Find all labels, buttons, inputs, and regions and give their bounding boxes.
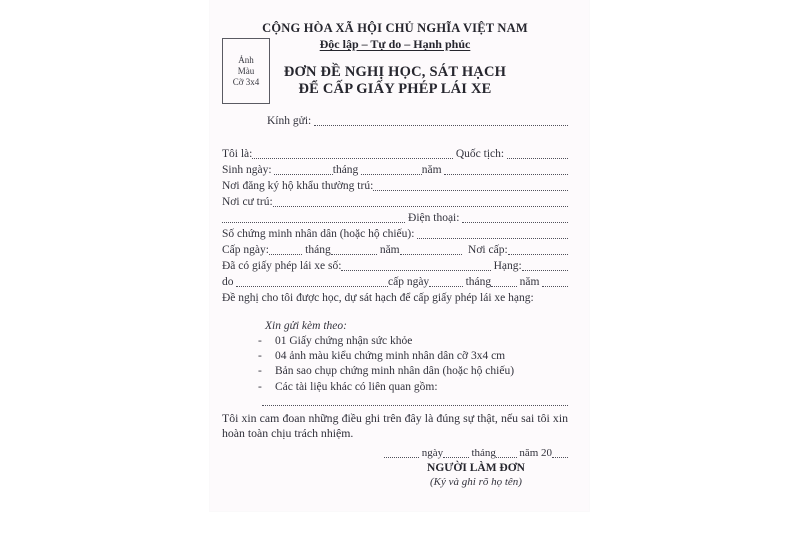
form-line-noi-cu-tru <box>222 194 568 210</box>
form-line-da-co-gplx <box>222 258 568 274</box>
form-fields-section <box>222 113 568 306</box>
dotted-fill <box>373 190 568 191</box>
form-title-line2: ĐỂ CẤP GIẤY PHÉP LÁI XE <box>298 80 492 97</box>
dotted-fill <box>542 286 568 287</box>
dotted-fill <box>236 286 388 287</box>
dotted-fill <box>491 286 517 287</box>
dotted-fill <box>522 270 568 271</box>
photo-box-line: Cỡ 3x4 <box>232 76 260 87</box>
dotted-fill <box>269 254 302 255</box>
form-line-cap-ngay <box>222 242 568 258</box>
list-dash: - <box>258 335 262 347</box>
signature-date-line <box>384 447 568 461</box>
field-label: Kính gửi: <box>267 115 315 127</box>
field-label: Nơi cấp: <box>462 244 508 256</box>
attachments-section <box>222 319 568 395</box>
field-label: Quốc tịch: <box>452 148 507 160</box>
dotted-fill-line <box>262 405 568 406</box>
form-line-toi-la <box>222 146 568 162</box>
photo-box-line: Màu <box>237 65 255 76</box>
field-label: Tôi là: <box>222 148 253 160</box>
attachment-item-text: 01 Giấy chứng nhận sức khỏe <box>275 335 413 347</box>
field-label: Đã có giấy phép lái xe số: <box>222 260 342 272</box>
form-line-do-line <box>222 274 568 290</box>
national-motto: Độc lập – Tự do – Hạnh phúc <box>319 37 471 51</box>
dotted-fill <box>508 254 568 255</box>
field-label: năm <box>421 164 445 176</box>
dotted-fill <box>361 174 422 175</box>
form-line-dien-thoai <box>222 210 568 226</box>
dotted-fill <box>507 158 568 159</box>
dotted-fill <box>331 254 377 255</box>
field-label: tháng <box>462 276 492 288</box>
dotted-fill <box>417 238 568 239</box>
dotted-fill <box>443 457 469 458</box>
form-line-ho-khau <box>222 178 568 194</box>
field-label: Hạng: <box>490 260 522 272</box>
list-dash: - <box>258 380 262 393</box>
form-title <box>222 64 568 97</box>
field-label: năm <box>376 244 400 256</box>
field-label: Cấp ngày: <box>222 244 269 256</box>
dotted-fill <box>496 457 517 458</box>
signer-note: (Ký và ghi rõ họ tên) <box>430 476 522 489</box>
form-document-page <box>210 0 589 511</box>
field-label: tháng <box>468 446 496 459</box>
field-label: Sinh ngày: <box>222 164 275 176</box>
dotted-fill <box>274 174 332 175</box>
dotted-fill <box>341 270 490 271</box>
dotted-fill <box>429 286 463 287</box>
photo-placeholder-box <box>222 38 270 104</box>
list-dash: - <box>258 350 262 363</box>
field-label: tháng <box>302 244 331 256</box>
attachments-intro: Xin gửi kèm theo: <box>265 320 347 332</box>
attachment-item-text: Bản sao chụp chứng minh nhân dân (hoặc hộ chiếu) <box>275 365 515 378</box>
attachment-item <box>222 334 568 349</box>
dotted-fill <box>314 125 568 126</box>
attachment-item <box>222 364 568 379</box>
attachment-item <box>222 349 568 364</box>
form-line-sinh-ngay <box>222 162 568 178</box>
dotted-fill <box>444 174 568 175</box>
field-label: tháng <box>332 164 362 176</box>
form-line-so-cmnd <box>222 226 568 242</box>
dotted-fill <box>462 222 568 223</box>
attachments-list <box>222 334 568 395</box>
dotted-fill <box>552 457 568 458</box>
dotted-fill <box>222 222 405 223</box>
field-label: Điện thoại: <box>405 212 463 224</box>
form-title-line1: ĐƠN ĐỀ NGHỊ HỌC, SÁT HẠCH <box>283 64 507 80</box>
dotted-fill <box>384 457 419 458</box>
field-label: ngày <box>419 446 444 459</box>
field-label: do <box>222 276 237 288</box>
dotted-fill <box>252 158 453 159</box>
dotted-fill <box>400 254 463 255</box>
form-line-kinh-gui <box>222 113 568 129</box>
form-line-signature-date <box>384 447 568 461</box>
list-dash: - <box>258 365 262 378</box>
form-header <box>222 21 568 97</box>
attachment-item-text: Các tài liệu khác có liên quan gồm: <box>275 380 438 393</box>
signature-block <box>384 447 568 490</box>
field-label: năm <box>516 276 543 288</box>
national-title: CỘNG HÒA XÃ HỘI CHỦ NGHĨA VIỆT NAM <box>262 21 528 35</box>
attachment-item <box>222 380 568 395</box>
field-label: Nơi cư trú: <box>222 196 273 208</box>
field-label: Nơi đăng ký hộ khẩu thường trú: <box>222 180 374 192</box>
field-label: năm 20 <box>516 446 553 459</box>
field-label: cấp ngày <box>387 276 430 288</box>
form-line-de-nghi <box>222 290 568 306</box>
photo-box-line: Ảnh <box>238 54 254 65</box>
field-label: Đề nghị cho tôi được học, dự sát hạch để cấp giấy phép lái xe hạng: <box>222 292 534 304</box>
signer-title: NGƯỜI LÀM ĐƠN <box>427 461 525 474</box>
field-label: Số chứng minh nhân dân (hoặc hộ chiếu): <box>222 228 418 240</box>
declaration-paragraph: Tôi xin cam đoan những điều ghi trên đây là đúng sự thật, nếu sai tôi xin hoàn toàn chịu trách nhiệm. <box>222 410 568 440</box>
dotted-fill <box>273 206 568 207</box>
attachment-item-text: 04 ảnh màu kiểu chứng minh nhân dân cỡ 3x4 cm <box>275 350 506 363</box>
